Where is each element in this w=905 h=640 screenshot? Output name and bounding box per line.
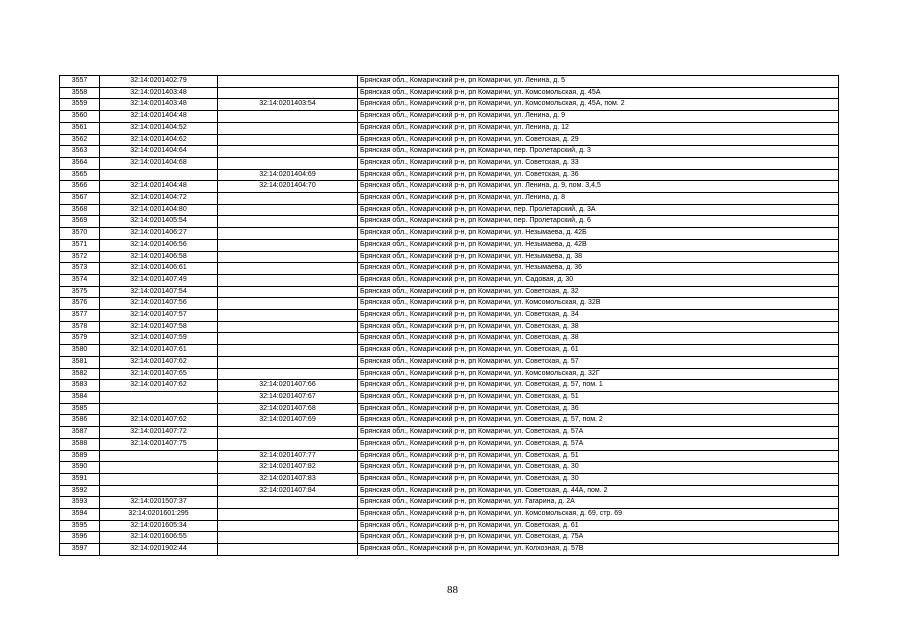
land-cadastral-number-cell: 32:14:0201407:58 (100, 321, 218, 333)
land-cadastral-number-cell: 32:14:0201404:48 (100, 111, 218, 123)
table-row (60, 403, 839, 415)
land-cadastral-number-cell: 32:14:0201407:62 (100, 380, 218, 392)
land-cadastral-number-cell (100, 485, 218, 497)
row-number-cell: 3581 (60, 356, 100, 368)
address-cell: Брянская обл., Комаричский р-н, рп Комаричи, ул. Ленина, д. 12 (358, 122, 839, 134)
table-row (60, 274, 839, 286)
land-cadastral-number-cell (100, 462, 218, 474)
address-cell: Брянская обл., Комаричский р-н, рп Комаричи, ул. Советская, д. 51 (358, 450, 839, 462)
address-cell: Брянская обл., Комаричский р-н, рп Комаричи, ул. Ленина, д. 9, пом. 3,4,5 (358, 181, 839, 193)
address-cell: Брянская обл., Комаричский р-н, рп Комаричи, ул. Ленина, д. 5 (358, 76, 839, 88)
table-row (60, 239, 839, 251)
row-number-cell: 3594 (60, 509, 100, 521)
row-number-cell: 3580 (60, 345, 100, 357)
land-cadastral-number-cell: 32:14:0201407:56 (100, 298, 218, 310)
land-cadastral-number-cell: 32:14:0201404:80 (100, 204, 218, 216)
object-cadastral-number-cell (218, 310, 358, 322)
object-cadastral-number-cell (218, 122, 358, 134)
object-cadastral-number-cell (218, 356, 358, 368)
address-cell: Брянская обл., Комаричский р-н, рп Комаричи, ул. Незымаева, д. 42Б (358, 228, 839, 240)
table-row (60, 544, 839, 556)
object-cadastral-number-cell (218, 321, 358, 333)
land-cadastral-number-cell: 32:14:0201407:59 (100, 333, 218, 345)
land-cadastral-number-cell: 32:14:0201406:61 (100, 263, 218, 275)
row-number-cell: 3572 (60, 251, 100, 263)
address-cell: Брянская обл., Комаричский р-н, рп Комаричи, ул. Незымаева, д. 38 (358, 251, 839, 263)
address-cell: Брянская обл., Комаричский р-н, рп Комаричи, ул. Советская, д. 30 (358, 473, 839, 485)
table-row (60, 134, 839, 146)
object-cadastral-number-cell: 32:14:0201407:77 (218, 450, 358, 462)
object-cadastral-number-cell (218, 263, 358, 275)
table-row (60, 427, 839, 439)
land-cadastral-number-cell: 32:14:0201407:65 (100, 368, 218, 380)
address-cell: Брянская обл., Комаричский р-н, рп Комаричи, ул. Советская, д. 75А (358, 532, 839, 544)
address-cell: Брянская обл., Комаричский р-н, рп Комаричи, ул. Комсомольская, д. 45А (358, 87, 839, 99)
address-cell: Брянская обл., Комаричский р-н, рп Комаричи, пер. Пролетарский, д. 6 (358, 216, 839, 228)
table-row (60, 298, 839, 310)
object-cadastral-number-cell (218, 497, 358, 509)
address-cell: Брянская обл., Комаричский р-н, рп Комаричи, ул. Ленина, д. 8 (358, 193, 839, 205)
table-row (60, 520, 839, 532)
register-table (59, 75, 839, 556)
address-cell: Брянская обл., Комаричский р-н, рп Комаричи, ул. Советская, д. 61 (358, 520, 839, 532)
address-cell: Брянская обл., Комаричский р-н, рп Комаричи, ул. Советская, д. 57, пом. 2 (358, 415, 839, 427)
object-cadastral-number-cell (218, 438, 358, 450)
address-cell: Брянская обл., Комаричский р-н, рп Комаричи, ул. Советская, д. 44А, пом. 2 (358, 485, 839, 497)
object-cadastral-number-cell: 32:14:0201407:66 (218, 380, 358, 392)
land-cadastral-number-cell: 32:14:0201407:72 (100, 427, 218, 439)
row-number-cell: 3583 (60, 380, 100, 392)
address-cell: Брянская обл., Комаричский р-н, рп Комаричи, ул. Советская, д. 61 (358, 345, 839, 357)
land-cadastral-number-cell: 32:14:0201407:61 (100, 345, 218, 357)
row-number-cell: 3576 (60, 298, 100, 310)
table-row (60, 438, 839, 450)
object-cadastral-number-cell (218, 228, 358, 240)
row-number-cell: 3560 (60, 111, 100, 123)
object-cadastral-number-cell: 32:14:0201407:68 (218, 403, 358, 415)
table-row (60, 216, 839, 228)
object-cadastral-number-cell (218, 520, 358, 532)
land-cadastral-number-cell: 32:14:0201902:44 (100, 544, 218, 556)
land-cadastral-number-cell (100, 450, 218, 462)
land-cadastral-number-cell (100, 391, 218, 403)
address-cell: Брянская обл., Комаричский р-н, рп Комаричи, ул. Советская, д. 57 (358, 356, 839, 368)
object-cadastral-number-cell (218, 427, 358, 439)
object-cadastral-number-cell (218, 204, 358, 216)
object-cadastral-number-cell (218, 146, 358, 158)
land-cadastral-number-cell: 32:14:0201407:62 (100, 415, 218, 427)
object-cadastral-number-cell: 32:14:0201407:67 (218, 391, 358, 403)
table-row (60, 497, 839, 509)
row-number-cell: 3582 (60, 368, 100, 380)
row-number-cell: 3565 (60, 169, 100, 181)
land-cadastral-number-cell: 32:14:0201407:49 (100, 274, 218, 286)
address-cell: Брянская обл., Комаричский р-н, рп Комаричи, ул. Советская, д. 38 (358, 321, 839, 333)
object-cadastral-number-cell (218, 134, 358, 146)
table-row (60, 509, 839, 521)
land-cadastral-number-cell: 32:14:0201403:48 (100, 87, 218, 99)
address-cell: Брянская обл., Комаричский р-н, рп Комаричи, пер. Пролетарский, д. 3 (358, 146, 839, 158)
table-row (60, 251, 839, 263)
row-number-cell: 3568 (60, 204, 100, 216)
page-number: 88 (447, 584, 458, 596)
address-cell: Брянская обл., Комаричский р-н, рп Комаричи, ул. Колхозная, д. 57В (358, 544, 839, 556)
table-row (60, 333, 839, 345)
address-cell: Брянская обл., Комаричский р-н, рп Комаричи, ул. Гагарина, д. 2А (358, 497, 839, 509)
object-cadastral-number-cell (218, 239, 358, 251)
table-row (60, 76, 839, 88)
address-cell: Брянская обл., Комаричский р-н, рп Комаричи, ул. Советская, д. 51 (358, 391, 839, 403)
table-row (60, 286, 839, 298)
row-number-cell: 3564 (60, 157, 100, 169)
land-cadastral-number-cell (100, 403, 218, 415)
land-cadastral-number-cell (100, 473, 218, 485)
object-cadastral-number-cell (218, 286, 358, 298)
row-number-cell: 3597 (60, 544, 100, 556)
address-cell: Брянская обл., Комаричский р-н, рп Комаричи, ул. Комсомольская, д. 32В (358, 298, 839, 310)
land-cadastral-number-cell: 32:14:0201406:58 (100, 251, 218, 263)
row-number-cell: 3592 (60, 485, 100, 497)
address-cell: Брянская обл., Комаричский р-н, рп Комаричи, ул. Советская, д. 29 (358, 134, 839, 146)
address-cell: Брянская обл., Комаричский р-н, рп Комаричи, ул. Комсомольская, д. 45А, пом. 2 (358, 99, 839, 111)
address-cell: Брянская обл., Комаричский р-н, рп Комаричи, ул. Незымаева, д. 42В (358, 239, 839, 251)
row-number-cell: 3584 (60, 391, 100, 403)
table-row (60, 146, 839, 158)
row-number-cell: 3591 (60, 473, 100, 485)
table-row (60, 87, 839, 99)
row-number-cell: 3575 (60, 286, 100, 298)
table-row (60, 310, 839, 322)
address-cell: Брянская обл., Комаричский р-н, рп Комаричи, ул. Незымаева, д. 36 (358, 263, 839, 275)
row-number-cell: 3579 (60, 333, 100, 345)
object-cadastral-number-cell (218, 345, 358, 357)
row-number-cell: 3559 (60, 99, 100, 111)
object-cadastral-number-cell (218, 298, 358, 310)
land-cadastral-number-cell: 32:14:0201404:62 (100, 134, 218, 146)
row-number-cell: 3562 (60, 134, 100, 146)
row-number-cell: 3569 (60, 216, 100, 228)
table-row (60, 228, 839, 240)
row-number-cell: 3574 (60, 274, 100, 286)
table-row (60, 368, 839, 380)
object-cadastral-number-cell: 32:14:0201407:82 (218, 462, 358, 474)
object-cadastral-number-cell (218, 216, 358, 228)
land-cadastral-number-cell: 32:14:0201507:37 (100, 497, 218, 509)
row-number-cell: 3585 (60, 403, 100, 415)
table-row (60, 380, 839, 392)
row-number-cell: 3558 (60, 87, 100, 99)
object-cadastral-number-cell (218, 532, 358, 544)
land-cadastral-number-cell (100, 169, 218, 181)
row-number-cell: 3571 (60, 239, 100, 251)
land-cadastral-number-cell: 32:14:0201404:48 (100, 181, 218, 193)
address-cell: Брянская обл., Комаричский р-н, рп Комаричи, ул. Советская, д. 57, пом. 1 (358, 380, 839, 392)
object-cadastral-number-cell (218, 544, 358, 556)
object-cadastral-number-cell: 32:14:0201404:69 (218, 169, 358, 181)
table-row (60, 345, 839, 357)
land-cadastral-number-cell: 32:14:0201606:55 (100, 532, 218, 544)
object-cadastral-number-cell (218, 333, 358, 345)
table-row (60, 263, 839, 275)
address-cell: Брянская обл., Комаричский р-н, рп Комаричи, ул. Советская, д. 32 (358, 286, 839, 298)
table-row (60, 122, 839, 134)
address-cell: Брянская обл., Комаричский р-н, рп Комаричи, ул. Советская, д. 57А (358, 438, 839, 450)
row-number-cell: 3567 (60, 193, 100, 205)
row-number-cell: 3577 (60, 310, 100, 322)
row-number-cell: 3588 (60, 438, 100, 450)
land-cadastral-number-cell: 32:14:0201404:52 (100, 122, 218, 134)
land-cadastral-number-cell: 32:14:0201405:54 (100, 216, 218, 228)
land-cadastral-number-cell: 32:14:0201403:48 (100, 99, 218, 111)
row-number-cell: 3557 (60, 76, 100, 88)
table-row (60, 532, 839, 544)
table-row (60, 462, 839, 474)
object-cadastral-number-cell (218, 368, 358, 380)
table-row (60, 356, 839, 368)
object-cadastral-number-cell: 32:14:0201404:70 (218, 181, 358, 193)
land-cadastral-number-cell: 32:14:0201605:34 (100, 520, 218, 532)
table-row (60, 415, 839, 427)
address-cell: Брянская обл., Комаричский р-н, рп Комаричи, ул. Советская, д. 34 (358, 310, 839, 322)
table-row (60, 450, 839, 462)
row-number-cell: 3596 (60, 532, 100, 544)
table-row (60, 181, 839, 193)
address-cell: Брянская обл., Комаричский р-н, рп Комаричи, ул. Советская, д. 57А (358, 427, 839, 439)
table-row (60, 193, 839, 205)
row-number-cell: 3570 (60, 228, 100, 240)
row-number-cell: 3563 (60, 146, 100, 158)
register-table-body (60, 76, 839, 556)
row-number-cell: 3590 (60, 462, 100, 474)
address-cell: Брянская обл., Комаричский р-н, рп Комаричи, пер. Пролетарский, д. 3А (358, 204, 839, 216)
land-cadastral-number-cell: 32:14:0201406:27 (100, 228, 218, 240)
land-cadastral-number-cell: 32:14:0201402:79 (100, 76, 218, 88)
object-cadastral-number-cell (218, 274, 358, 286)
land-cadastral-number-cell: 32:14:0201406:56 (100, 239, 218, 251)
land-cadastral-number-cell: 32:14:0201404:72 (100, 193, 218, 205)
table-row (60, 321, 839, 333)
address-cell: Брянская обл., Комаричский р-н, рп Комаричи, ул. Советская, д. 30 (358, 462, 839, 474)
object-cadastral-number-cell (218, 157, 358, 169)
address-cell: Брянская обл., Комаричский р-н, рп Комаричи, ул. Ленина, д. 9 (358, 111, 839, 123)
object-cadastral-number-cell: 32:14:0201403:54 (218, 99, 358, 111)
land-cadastral-number-cell: 32:14:0201407:57 (100, 310, 218, 322)
land-cadastral-number-cell: 32:14:0201404:64 (100, 146, 218, 158)
table-row (60, 391, 839, 403)
object-cadastral-number-cell (218, 111, 358, 123)
address-cell: Брянская обл., Комаричский р-н, рп Комаричи, ул. Советская, д. 33 (358, 157, 839, 169)
row-number-cell: 3586 (60, 415, 100, 427)
object-cadastral-number-cell (218, 193, 358, 205)
row-number-cell: 3595 (60, 520, 100, 532)
object-cadastral-number-cell (218, 251, 358, 263)
row-number-cell: 3587 (60, 427, 100, 439)
address-cell: Брянская обл., Комаричский р-н, рп Комаричи, ул. Садовая, д. 30 (358, 274, 839, 286)
row-number-cell: 3561 (60, 122, 100, 134)
object-cadastral-number-cell: 32:14:0201407:84 (218, 485, 358, 497)
table-row (60, 169, 839, 181)
address-cell: Брянская обл., Комаричский р-н, рп Комаричи, ул. Советская, д. 36 (358, 403, 839, 415)
land-cadastral-number-cell: 32:14:0201407:54 (100, 286, 218, 298)
row-number-cell: 3593 (60, 497, 100, 509)
row-number-cell: 3566 (60, 181, 100, 193)
table-row (60, 485, 839, 497)
address-cell: Брянская обл., Комаричский р-н, рп Комаричи, ул. Советская, д. 36 (358, 169, 839, 181)
object-cadastral-number-cell: 32:14:0201407:83 (218, 473, 358, 485)
address-cell: Брянская обл., Комаричский р-н, рп Комаричи, ул. Комсомольская, д. 32Г (358, 368, 839, 380)
object-cadastral-number-cell (218, 76, 358, 88)
table-row (60, 473, 839, 485)
row-number-cell: 3578 (60, 321, 100, 333)
object-cadastral-number-cell (218, 509, 358, 521)
row-number-cell: 3573 (60, 263, 100, 275)
table-row (60, 99, 839, 111)
object-cadastral-number-cell (218, 87, 358, 99)
land-cadastral-number-cell: 32:14:0201601:295 (100, 509, 218, 521)
row-number-cell: 3589 (60, 450, 100, 462)
address-cell: Брянская обл., Комаричский р-н, рп Комаричи, ул. Комсомольская, д. 69, стр. 69 (358, 509, 839, 521)
address-cell: Брянская обл., Комаричский р-н, рп Комаричи, ул. Советская, д. 38 (358, 333, 839, 345)
table-row (60, 204, 839, 216)
land-cadastral-number-cell: 32:14:0201407:62 (100, 356, 218, 368)
table-row (60, 157, 839, 169)
table-row (60, 111, 839, 123)
land-cadastral-number-cell: 32:14:0201407:75 (100, 438, 218, 450)
land-cadastral-number-cell: 32:14:0201404:68 (100, 157, 218, 169)
object-cadastral-number-cell: 32:14:0201407:69 (218, 415, 358, 427)
